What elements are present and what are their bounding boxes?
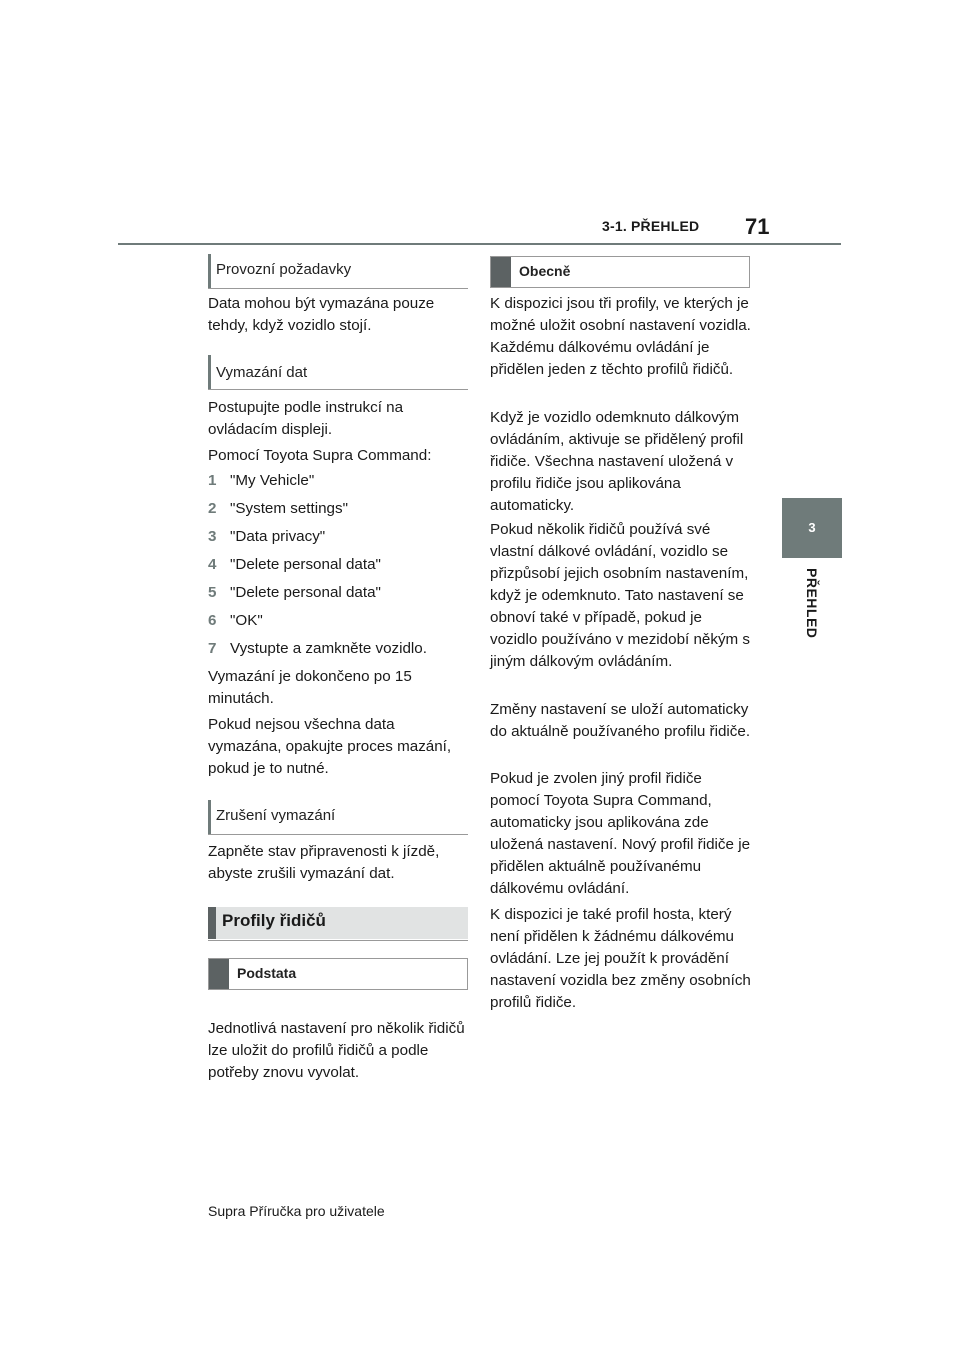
topic-box-obecne: Obecně — [490, 256, 750, 288]
subheading-vymazani-dat: Vymazání dat — [208, 355, 468, 390]
step-item: 5 "Delete personal data" — [208, 584, 381, 601]
step-item: 1 "My Vehicle" — [208, 472, 315, 489]
paragraph: Zapněte stav připravenosti k jízdě, abyste zrušili vymazání dat. — [208, 843, 440, 882]
section-heading-profily-ridicu: Profily řidičů — [208, 907, 468, 939]
subheading-zruseni-vymazani: Zrušení vymazání — [208, 800, 468, 835]
step-item: 3 "Data privacy" — [208, 528, 326, 545]
paragraph: K dispozici jsou tři profily, ve kterých je možné uložit osobní nastavení vozidla. Každému dálkovému ovládání je přidělen jeden z těchto profilů řidičů. — [490, 295, 751, 378]
paragraph: K dispozici je také profil hosta, který není přidělen k žádnému dálkovému ovládání. Lze jej použít k provádění nastavení vozidla bez změny osobních profilů řidiče. — [490, 906, 751, 1011]
topic-box-podstata: Podstata — [208, 958, 468, 990]
paragraph: Změny nastavení se uloží automaticky do aktuálně používaného profilu řidiče. — [490, 701, 751, 740]
paragraph: Pomocí Toyota Supra Command: — [208, 447, 432, 464]
paragraph: Pokud nejsou všechna data vymazána, opakujte proces mazání, pokud je to nutné. — [208, 716, 452, 777]
step-item: 2 "System settings" — [208, 500, 348, 517]
subheading-provozni-pozadavky: Provozní požadavky — [208, 254, 468, 289]
step-item: 6 "OK" — [208, 612, 263, 629]
paragraph: Když je vozidlo odemknuto dálkovým ovládáním, aktivuje se přidělený profil řidiče. Všechna nastavení uložená v profilu řidiče jsou aplikována automaticky. — [490, 409, 744, 514]
chapter-label: PŘEHLED — [804, 568, 820, 639]
paragraph: Pokud několik řidičů používá své vlastní dálkové ovládání, vozidlo se přizpůsobí jejich osobním nastavením, když je odemknuto. Tato nastavení se obnoví také v případě, pokud je vozidlo používáno v mezidobí někým s jiným dálkovým ovládáním. — [490, 521, 751, 670]
paragraph: Data mohou být vymazána pouze tehdy, když vozidlo stojí. — [208, 295, 435, 334]
page-number: 71 — [745, 214, 770, 239]
paragraph: Jednotlivá nastavení pro několik řidičů lze uložit do profilů řidičů a podle potřeby znovu vyvolat. — [208, 1020, 465, 1081]
step-item: 4 "Delete personal data" — [208, 556, 381, 573]
header-rule — [118, 243, 841, 245]
step-item: 7 Vystupte a zamkněte vozidlo. — [208, 640, 427, 657]
paragraph: Postupujte podle instrukcí na ovládacím displeji. — [208, 399, 404, 438]
section-title: 3-1. PŘEHLED — [602, 218, 700, 234]
paragraph: Vymazání je dokončeno po 15 minutách. — [208, 668, 412, 707]
paragraph: Pokud je zvolen jiný profil řidiče pomocí Toyota Supra Command, automaticky jsou aplikována zde uložená nastavení. Nový profil řidiče je přidělen aktuálně používanému dálkovému ovládání. — [490, 770, 751, 897]
chapter-tab: 3 — [782, 498, 842, 558]
footer-text: Supra Příručka pro uživatele — [208, 1203, 385, 1219]
